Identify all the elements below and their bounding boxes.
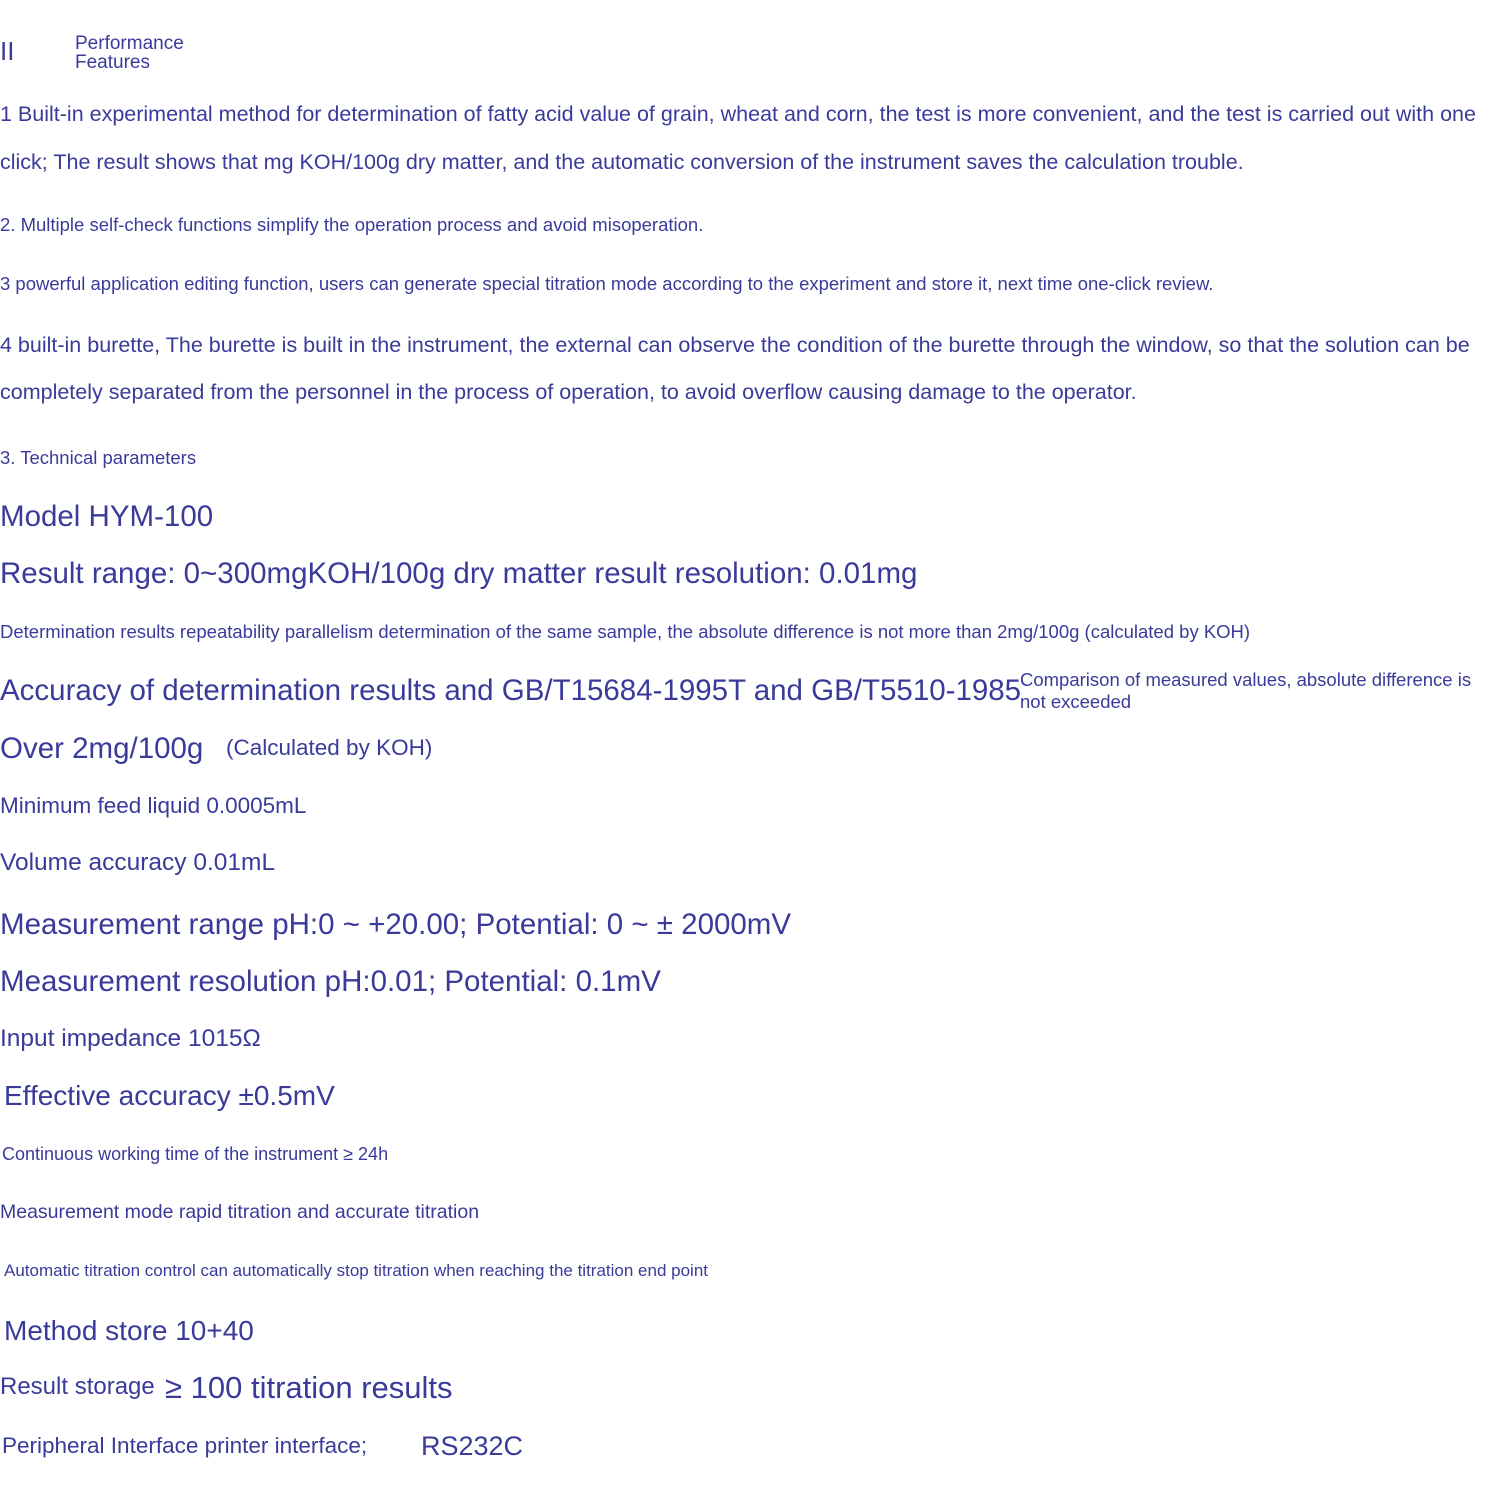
result-storage-label: Result storage <box>0 1373 155 1400</box>
result-range-line: Result range: 0~300mgKOH/100g dry matter result resolution: 0.01mg <box>0 557 918 590</box>
repeatability-line: Determination results repeatability parallelism determination of the same sample, the absolute difference is not more than 2mg/100g (calculated by KOH) <box>0 621 1251 642</box>
peripheral-value: RS232C <box>421 1431 524 1461</box>
feature-4: 4 built-in burette, The burette is built in the instrument, the external can observe the condition of the burette through the window, so that the solution can be completely separated from the personnel in the process of operation, to avoid overflow causing damage to the operator. <box>0 333 1470 404</box>
result-storage-value: ≥ 100 titration results <box>165 1370 453 1405</box>
feature-3: 3 powerful application editing function, users can generate special titration mode according to the experiment and store it, next time one-click review. <box>0 273 1214 294</box>
effective-accuracy-line: Effective accuracy ±0.5mV <box>4 1080 335 1111</box>
measurement-mode-line: Measurement mode rapid titration and accurate titration <box>0 1201 480 1223</box>
technical-heading: 3. Technical parameters <box>0 447 197 468</box>
over-value: Over 2mg/100g <box>0 732 204 765</box>
method-store-line: Method store 10+40 <box>4 1315 254 1346</box>
input-impedance-line: Input impedance 1015Ω <box>0 1025 261 1052</box>
measurement-resolution-line: Measurement resolution pH:0.01; Potential: 0.1mV <box>0 965 661 998</box>
feature-1: 1 Built-in experimental method for determination of fatty acid value of grain, wheat and corn, the test is more convenient, and the test is carried out with one click; The result shows that mg KOH/100g dry matter, and the automatic conversion of the instrument saves the calculation trouble. <box>0 102 1476 174</box>
min-feed-line: Minimum feed liquid 0.0005mL <box>0 793 307 818</box>
auto-titration-line: Automatic titration control can automatically stop titration when reaching the titration end point <box>4 1261 708 1280</box>
continuous-time-line: Continuous working time of the instrument ≥ 24h <box>2 1144 389 1164</box>
volume-accuracy-line: Volume accuracy 0.01mL <box>0 849 276 876</box>
measurement-range-line: Measurement range pH:0 ~ +20.00; Potential: 0 ~ ± 2000mV <box>0 908 792 941</box>
peripheral-label: Peripheral Interface printer interface; <box>2 1433 368 1458</box>
accuracy-line: Accuracy of determination results and GB/T15684-1995T and GB/T5510-1985 <box>0 674 1022 707</box>
section-title: Performance Features <box>75 33 184 73</box>
feature-2: 2. Multiple self-check functions simplify the operation process and avoid misoperation. <box>0 214 704 235</box>
section-number: II <box>0 36 15 66</box>
model-line: Model HYM-100 <box>0 500 214 533</box>
accuracy-note: Comparison of measured values, absolute difference is not exceeded <box>1020 669 1472 712</box>
over-note: (Calculated by KOH) <box>226 735 433 760</box>
